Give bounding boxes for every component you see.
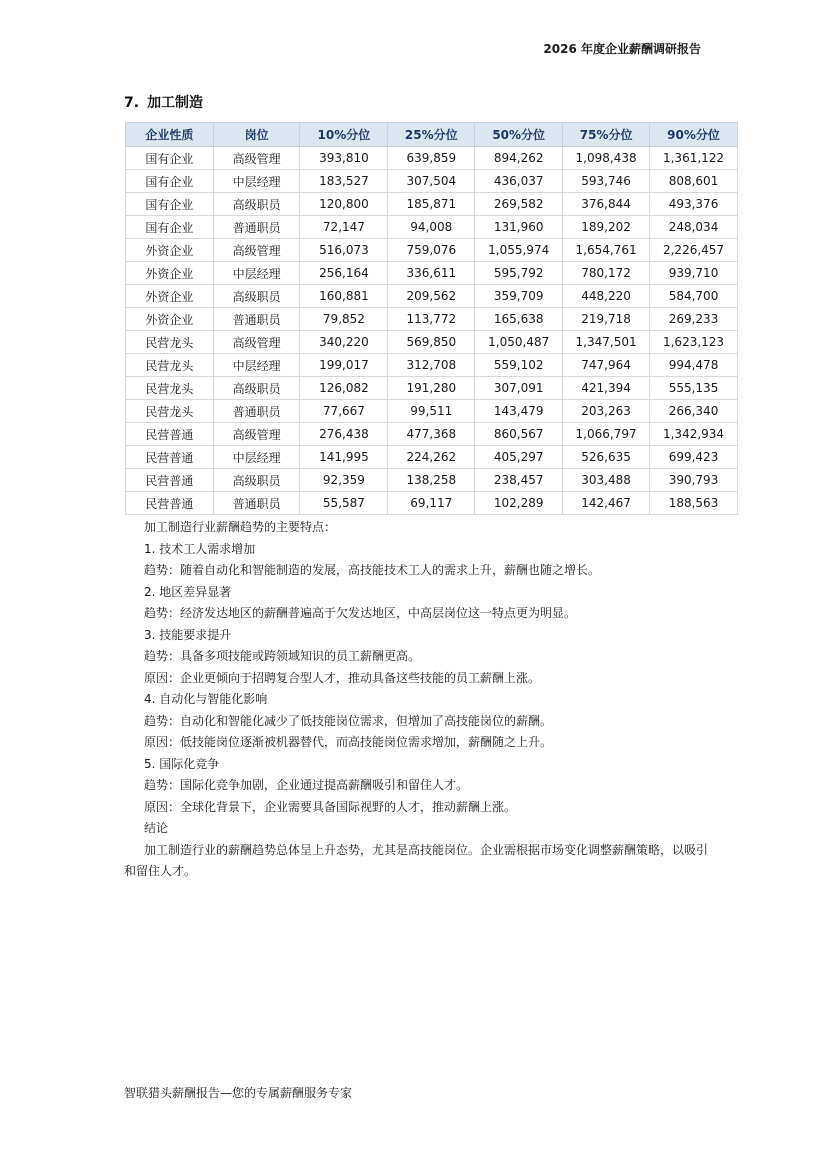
salary-cell: 276,438 [300, 423, 388, 446]
company-type-cell: 民营普通 [126, 446, 214, 469]
salary-cell: 808,601 [650, 170, 738, 193]
salary-cell: 191,280 [388, 377, 475, 400]
salary-cell: 79,852 [300, 308, 388, 331]
salary-cell: 141,995 [300, 446, 388, 469]
table-row [126, 193, 738, 216]
company-type-cell: 国有企业 [126, 147, 214, 170]
table-row [126, 377, 738, 400]
note-line: 原因：低技能岗位逐渐被机器替代，而高技能岗位需求增加，薪酬随之上升。 [144, 735, 553, 749]
company-type-cell: 外资企业 [126, 239, 214, 262]
salary-cell: 199,017 [300, 354, 388, 377]
salary-cell: 359,709 [475, 285, 563, 308]
salary-cell: 780,172 [563, 262, 650, 285]
salary-cell: 639,859 [388, 147, 475, 170]
table-row [126, 216, 738, 239]
position-cell: 高级职员 [213, 285, 300, 308]
note-line: 趋势：经济发达地区的薪酬普遍高于欠发达地区，中高层岗位这一特点更为明显。 [144, 606, 577, 620]
salary-cell: 584,700 [650, 285, 738, 308]
salary-cell: 477,368 [388, 423, 475, 446]
position-cell: 高级管理 [213, 331, 300, 354]
salary-cell: 143,479 [475, 400, 563, 423]
note-line: 趋势：国际化竞争加剧，企业通过提高薪酬吸引和留住人才。 [144, 778, 469, 792]
salary-cell: 102,289 [475, 492, 563, 515]
salary-cell: 69,117 [388, 492, 475, 515]
position-cell: 中层经理 [213, 262, 300, 285]
company-type-cell: 外资企业 [126, 262, 214, 285]
salary-cell: 209,562 [388, 285, 475, 308]
trend-notes [124, 517, 714, 882]
salary-cell: 219,718 [563, 308, 650, 331]
salary-cell: 516,073 [300, 239, 388, 262]
table-header-row [126, 123, 738, 147]
salary-cell: 595,792 [475, 262, 563, 285]
salary-cell: 77,667 [300, 400, 388, 423]
company-type-cell: 民营龙头 [126, 400, 214, 423]
table-row [126, 331, 738, 354]
conclusion-text: 加工制造行业的薪酬趋势总体呈上升态势，尤其是高技能岗位。企业需根据市场变化调整薪酬策略，以吸引和留住人才。 [124, 842, 709, 878]
company-type-cell: 民营龙头 [126, 331, 214, 354]
table-row [126, 469, 738, 492]
company-type-cell: 民营普通 [126, 469, 214, 492]
position-cell: 高级职员 [213, 377, 300, 400]
note-heading: 4. 自动化与智能化影响 [144, 692, 268, 706]
column-header: 岗位 [213, 123, 300, 147]
column-header: 50%分位 [475, 123, 563, 147]
salary-cell: 303,488 [563, 469, 650, 492]
salary-cell: 1,654,761 [563, 239, 650, 262]
salary-cell: 340,220 [300, 331, 388, 354]
table-row [126, 170, 738, 193]
salary-cell: 390,793 [650, 469, 738, 492]
salary-cell: 1,342,934 [650, 423, 738, 446]
table-row [126, 446, 738, 469]
notes-items [124, 539, 714, 819]
note-heading: 2. 地区差异显著 [144, 584, 232, 599]
position-cell: 中层经理 [213, 446, 300, 469]
salary-cell: 55,587 [300, 492, 388, 515]
salary-cell: 142,467 [563, 492, 650, 515]
table-row [126, 239, 738, 262]
salary-cell: 120,800 [300, 193, 388, 216]
salary-table [125, 122, 738, 515]
position-cell: 中层经理 [213, 354, 300, 377]
section-heading [124, 92, 203, 112]
salary-cell: 188,563 [650, 492, 738, 515]
salary-cell: 994,478 [650, 354, 738, 377]
salary-cell: 266,340 [650, 400, 738, 423]
note-heading: 3. 技能要求提升 [144, 627, 232, 642]
company-type-cell: 外资企业 [126, 285, 214, 308]
position-cell: 高级管理 [213, 239, 300, 262]
salary-cell: 860,567 [475, 423, 563, 446]
position-cell: 高级管理 [213, 423, 300, 446]
salary-cell: 160,881 [300, 285, 388, 308]
position-cell: 普通职员 [213, 400, 300, 423]
company-type-cell: 外资企业 [126, 308, 214, 331]
salary-cell: 1,098,438 [563, 147, 650, 170]
salary-cell: 203,263 [563, 400, 650, 423]
salary-cell: 2,226,457 [650, 239, 738, 262]
table-row [126, 423, 738, 446]
column-header: 90%分位 [650, 123, 738, 147]
report-header: 2026 年度企业薪酬调研报告 [543, 42, 701, 56]
salary-cell: 1,055,974 [475, 239, 563, 262]
salary-cell: 939,710 [650, 262, 738, 285]
salary-cell: 224,262 [388, 446, 475, 469]
position-cell: 中层经理 [213, 170, 300, 193]
salary-cell: 94,008 [388, 216, 475, 239]
company-type-cell: 民营龙头 [126, 354, 214, 377]
salary-cell: 248,034 [650, 216, 738, 239]
salary-cell: 493,376 [650, 193, 738, 216]
company-type-cell: 民营普通 [126, 492, 214, 515]
position-cell: 高级职员 [213, 469, 300, 492]
salary-cell: 405,297 [475, 446, 563, 469]
table-row [126, 492, 738, 515]
salary-cell: 1,623,123 [650, 331, 738, 354]
note-line: 趋势：自动化和智能化减少了低技能岗位需求，但增加了高技能岗位的薪酬。 [144, 713, 553, 728]
conclusion-label: 结论 [144, 821, 169, 835]
salary-cell: 131,960 [475, 216, 563, 239]
table-row [126, 308, 738, 331]
salary-cell: 312,708 [388, 354, 475, 377]
note-line: 趋势：具备多项技能或跨领域知识的员工薪酬更高。 [144, 649, 421, 663]
salary-cell: 138,258 [388, 469, 475, 492]
salary-cell: 393,810 [300, 147, 388, 170]
salary-cell: 747,964 [563, 354, 650, 377]
position-cell: 普通职员 [213, 216, 300, 239]
salary-cell: 1,347,501 [563, 331, 650, 354]
salary-cell: 307,091 [475, 377, 563, 400]
company-type-cell: 民营普通 [126, 423, 214, 446]
salary-cell: 269,582 [475, 193, 563, 216]
salary-cell: 759,076 [388, 239, 475, 262]
salary-cell: 421,394 [563, 377, 650, 400]
note-heading: 1. 技术工人需求增加 [144, 541, 256, 556]
salary-cell: 165,638 [475, 308, 563, 331]
table-body [126, 147, 738, 515]
salary-cell: 72,147 [300, 216, 388, 239]
salary-cell: 99,511 [388, 400, 475, 423]
salary-cell: 238,457 [475, 469, 563, 492]
company-type-cell: 国有企业 [126, 216, 214, 239]
position-cell: 高级管理 [213, 147, 300, 170]
company-type-cell: 国有企业 [126, 193, 214, 216]
notes-intro: 加工制造行业薪酬趋势的主要特点： [144, 520, 337, 534]
salary-cell: 336,611 [388, 262, 475, 285]
table-row [126, 285, 738, 308]
table-row [126, 147, 738, 170]
note-line: 原因：全球化背景下，企业需要具备国际视野的人才，推动薪酬上涨。 [144, 799, 517, 814]
table-row [126, 400, 738, 423]
column-header: 企业性质 [126, 123, 214, 147]
salary-cell: 569,850 [388, 331, 475, 354]
table-row [126, 262, 738, 285]
company-type-cell: 国有企业 [126, 170, 214, 193]
salary-cell: 555,135 [650, 377, 738, 400]
salary-cell: 699,423 [650, 446, 738, 469]
salary-cell: 183,527 [300, 170, 388, 193]
salary-cell: 92,359 [300, 469, 388, 492]
table-row [126, 354, 738, 377]
salary-cell: 113,772 [388, 308, 475, 331]
salary-cell: 894,262 [475, 147, 563, 170]
salary-cell: 269,233 [650, 308, 738, 331]
note-line: 原因：企业更倾向于招聘复合型人才，推动具备这些技能的员工薪酬上涨。 [144, 670, 541, 685]
salary-cell: 526,635 [563, 446, 650, 469]
salary-cell: 593,746 [563, 170, 650, 193]
section-number: 7. [124, 95, 140, 111]
salary-cell: 307,504 [388, 170, 475, 193]
salary-cell: 1,361,122 [650, 147, 738, 170]
note-heading: 5. 国际化竞争 [144, 756, 220, 771]
salary-cell: 1,050,487 [475, 331, 563, 354]
page-footer: 智联猎头薪酬报告—您的专属薪酬服务专家 [124, 1086, 353, 1100]
salary-cell: 448,220 [563, 285, 650, 308]
note-line: 趋势：随着自动化和智能制造的发展，高技能技术工人的需求上升，薪酬也随之增长。 [144, 563, 601, 577]
salary-cell: 185,871 [388, 193, 475, 216]
salary-cell: 126,082 [300, 377, 388, 400]
section-title: 加工制造 [147, 95, 204, 111]
salary-cell: 376,844 [563, 193, 650, 216]
column-header: 75%分位 [563, 123, 650, 147]
salary-cell: 1,066,797 [563, 423, 650, 446]
position-cell: 普通职员 [213, 308, 300, 331]
salary-cell: 559,102 [475, 354, 563, 377]
column-header: 10%分位 [300, 123, 388, 147]
salary-cell: 436,037 [475, 170, 563, 193]
position-cell: 普通职员 [213, 492, 300, 515]
salary-cell: 189,202 [563, 216, 650, 239]
salary-cell: 256,164 [300, 262, 388, 285]
column-header: 25%分位 [388, 123, 475, 147]
company-type-cell: 民营龙头 [126, 377, 214, 400]
position-cell: 高级职员 [213, 193, 300, 216]
